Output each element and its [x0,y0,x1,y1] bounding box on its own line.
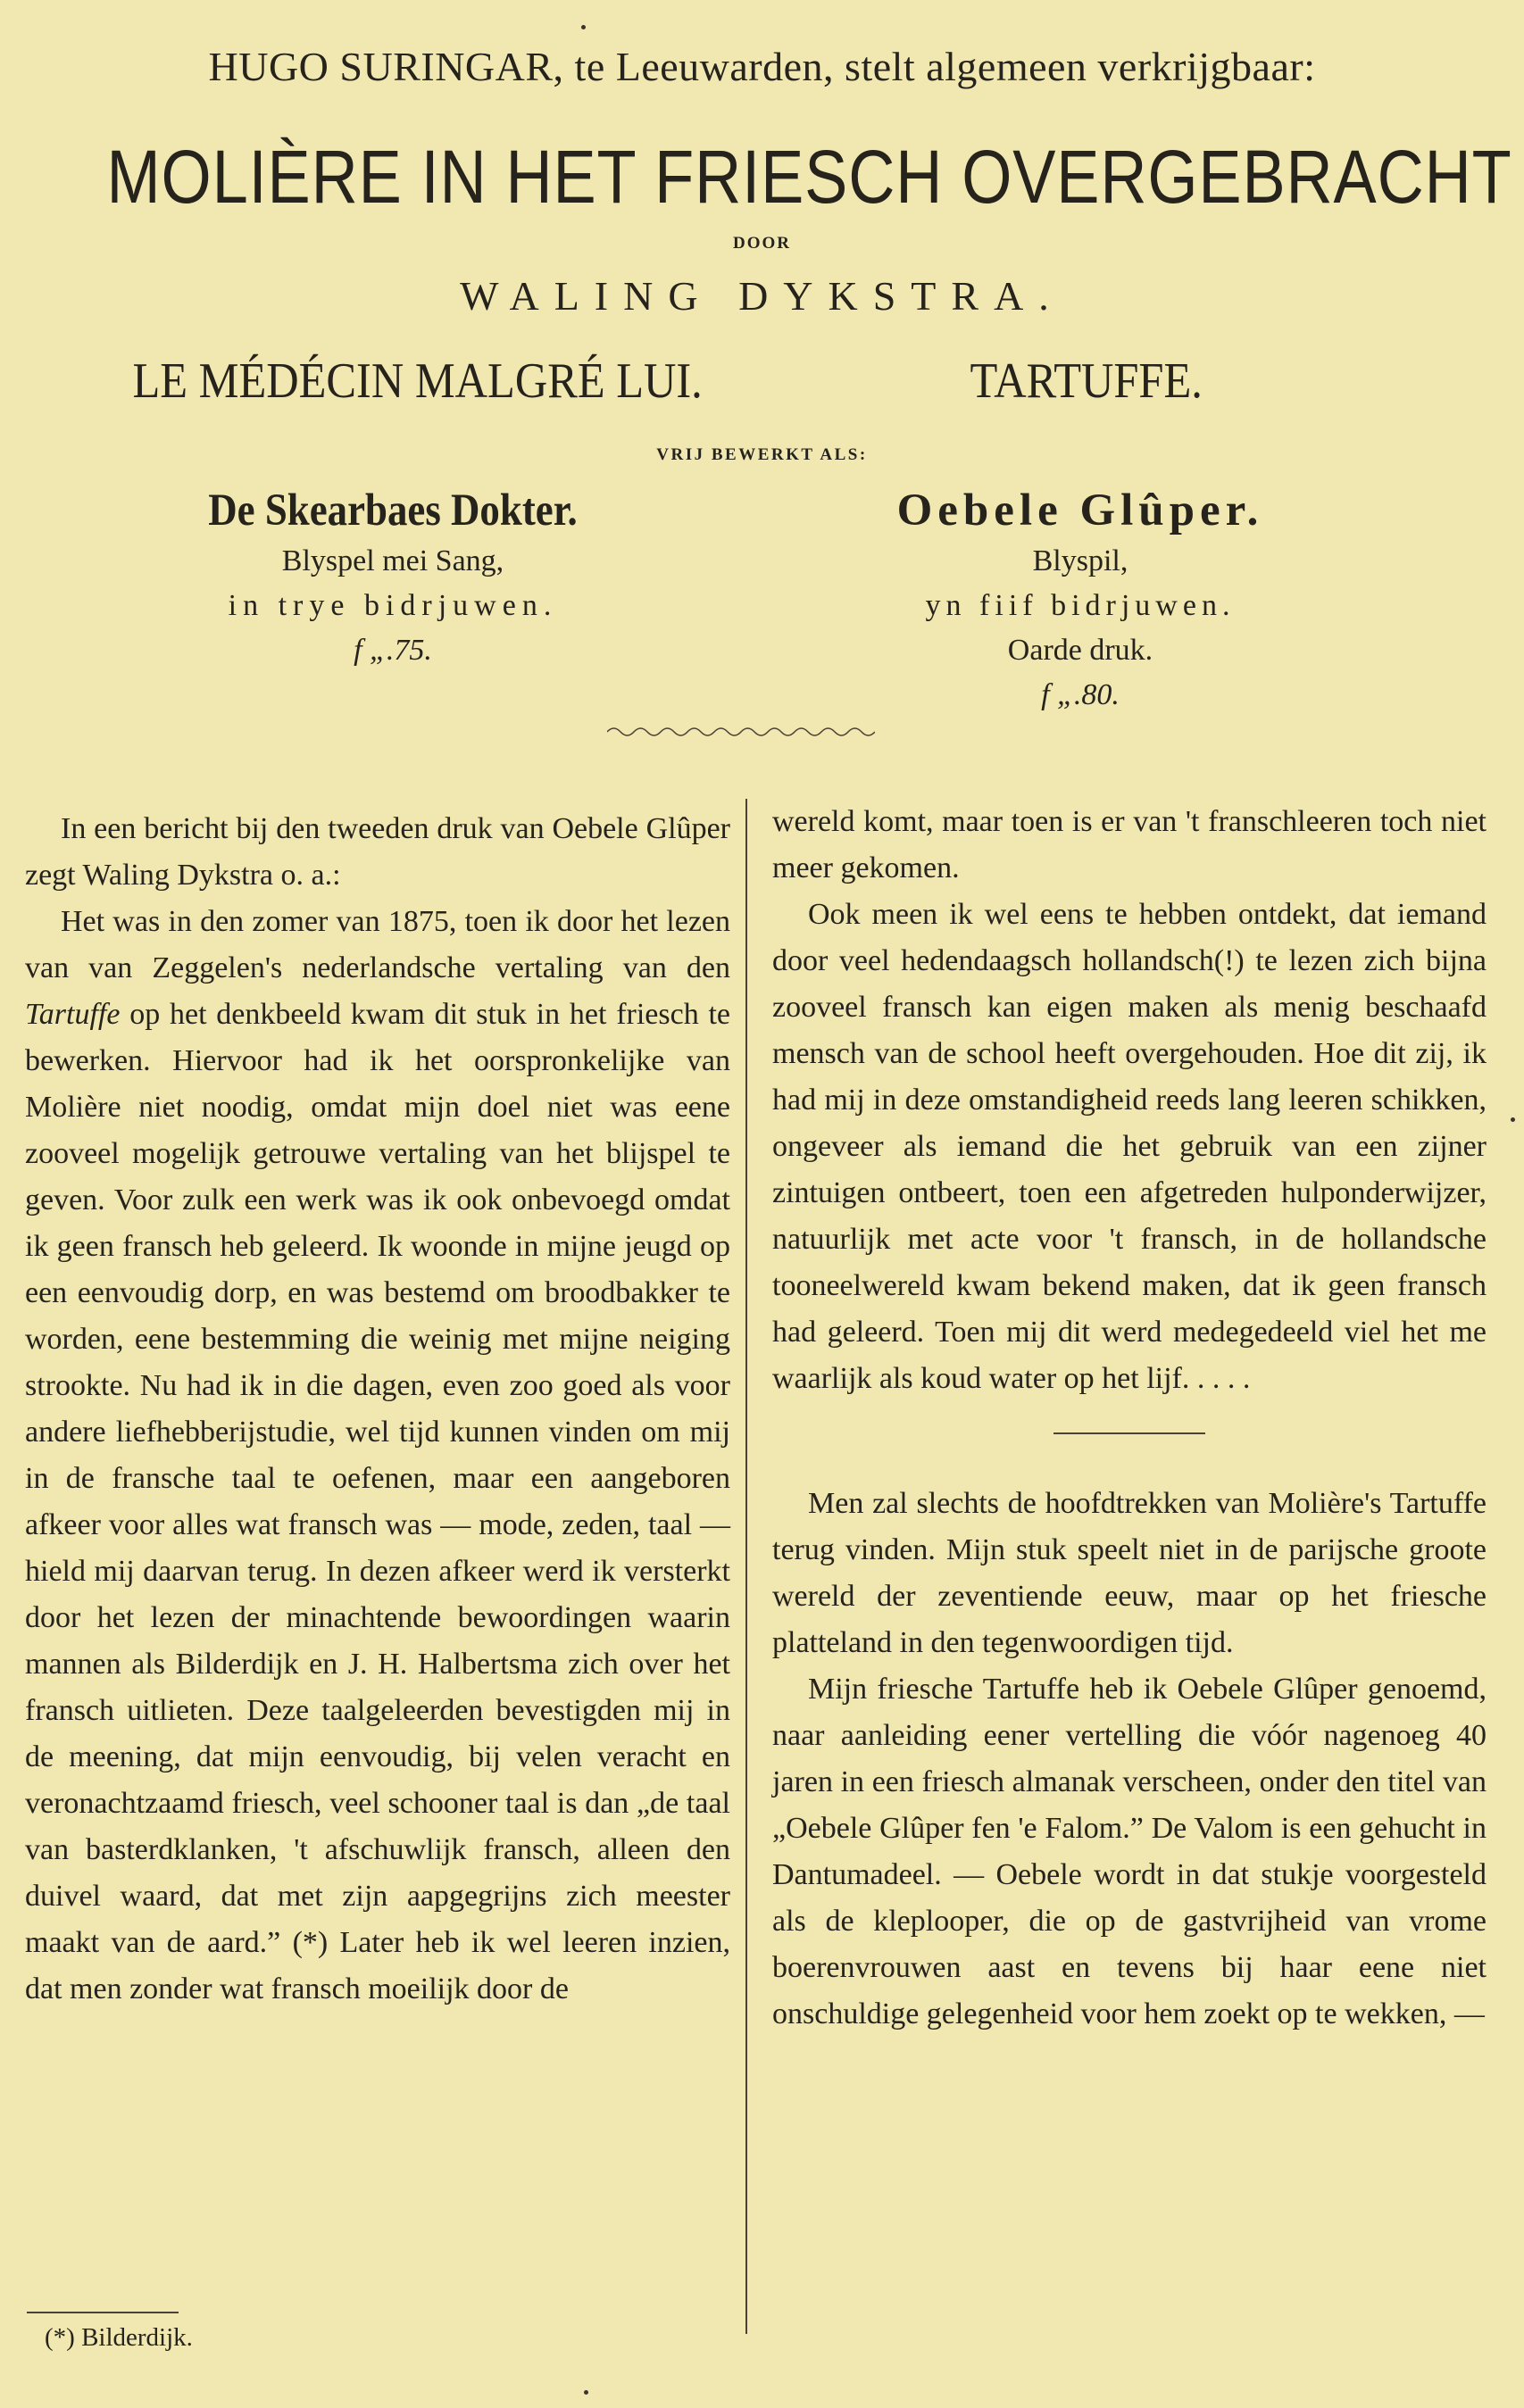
play-price: f „.75. [354,634,432,667]
paragraph: Men zal slechts de hoofdtrekken van Molière's Tartuffe terug vinden. Mijn stuk speelt niet in de parijsche groote wereld der zeventiende eeuw, maar op het friesche platteland in den tegenwoordigen tijd. [772,1487,1487,1659]
speck-mark [581,25,586,29]
main-title: MOLIÈRE IN HET FRIESCH OVERGEBRACHT [106,135,1512,219]
paragraph: In een bericht bij den tweeden druk van Oebele Glûper zegt Waling Dykstra o. a.: [25,812,730,892]
play-title: De Skearbaes Dokter. [208,486,578,536]
play-right [795,482,1366,718]
footnote-rule [27,2312,179,2313]
body-column-right [772,799,1487,2038]
author-name: WALING DYKSTRA. [460,273,1064,319]
play-subtitle: Blyspel mei Sang, [281,544,504,577]
speck-mark [1511,1117,1515,1122]
footnote: (*) Bilderdijk. [45,2323,193,2352]
publisher-line: HUGO SURINGAR, te Leeuwarden, stelt algemeen verkrijgbaar: [208,44,1316,89]
wavy-divider [607,723,875,741]
play-acts: yn fiif bidrjuwen. [925,589,1236,622]
play-price: f „.80. [1041,678,1120,711]
adapted-as-label: VRIJ BEWERKT ALS: [656,445,868,464]
play-edition: Oarde druk. [1007,634,1153,667]
paragraph: wereld komt, maar toen is er van 't franschleeren toch niet meer gekomen. [772,805,1487,884]
play-left [107,482,679,673]
by-label: DOOR [733,234,791,253]
paragraph: Het was in den zomer van 1875, toen ik door het lezen van van Zeggelen's nederlandsche vertaling van den Tartuffe op het denkbeeld kwam dit stuk in het friesch te bewerken. Hiervoor had ik het oorspronkelijke van Molière niet noodig, omdat mijn doel niet was eene zooveel mogelijk getrouwe vertaling van het blijspel te geven. Voor zulk een werk was ik ook onbevoegd omdat ik geen fransch heb geleerd. Ik woonde in mijne jeugd op een eenvoudig dorp, en was bestemd om broodbakker te worden, eene bestemming die weinig met mijne neiging strookte. Nu had ik in die dagen, even zoo goed als voor andere liefhebberijstudie, wel tijd kunnen vinden om mij in de fransche taal te oefenen, maar een aangeboren afkeer voor alles wat fransch was — mode, zeden, taal — hield mij daarvan terug. In dezen afkeer werd ik versterkt door het lezen der minachtende bewoordingen waarin mannen als Bilderdijk en J. H. Halbertsma zich over het fransch uitlieten. Deze taalgeleerden bevestigden mij in de meening, dat mijn eenvoudig, bij velen veracht en veronachtzaamd friesch, veel schooner taal is dan „de taal van basterdklanken, 't afschuwlijk fransch, alleen den duivel waard, dat met zijn aapgegrijns zich meester maakt van de aard.” (*) Later heb ik wel leeren inzien, dat men zonder wat fransch moeilijk door de [25,905,730,2005]
original-title-right: TARTUFFE. [970,353,1203,409]
speck-mark [584,2390,588,2395]
paragraph: Mijn friesche Tartuffe heb ik Oebele Glûper genoemd, naar aanleiding eener vertelling die vóór nagenoeg 40 jaren in een friesch almanak verscheen, onder den titel van „Oebele Glûper fen 'e Falom.” De Valom is een gehucht in Dantumadeel. — Oebele wordt in dat stukje voorgesteld als de kleplooper, die op de gastvrijheid van vrome boerenvrouwen aast en tevens bij haar eene niet onschuldige gelegenheid voor hem zoekt op te wekken, — [772,1673,1487,2030]
play-subtitle: Blyspil, [1032,544,1128,577]
play-title: Oebele Glûper. [896,486,1264,536]
paragraph: Ook meen ik wel eens te hebben ontdekt, dat iemand door veel hedendaagsch hollandsch(!) te lezen zich bijna zooveel fransch kan eigen maken als menig beschaafd mensch van de school heeft overgehouden. Hoe dit zij, ik had mij in deze omstandigheid reeds lang leeren schikken, ongeveer als iemand die het gebruik van een zijner zintuigen ontbeert, toen een afgetreden hulponderwijzer, natuurlijk met acte voor 't fransch, in de hollandsche tooneelwereld kwam bekend maken, dat ik geen fransch had geleerd. Toen mij dit werd medegedeeld viel het me waarlijk als koud water op het lijf. . . . . [772,898,1487,1395]
play-acts: in trye bidrjuwen. [228,589,558,622]
column-divider [745,799,747,2334]
section-rule [1053,1432,1205,1434]
original-title-left: LE MÉDÉCIN MALGRÉ LUI. [132,353,703,409]
body-column-left [25,806,730,2013]
